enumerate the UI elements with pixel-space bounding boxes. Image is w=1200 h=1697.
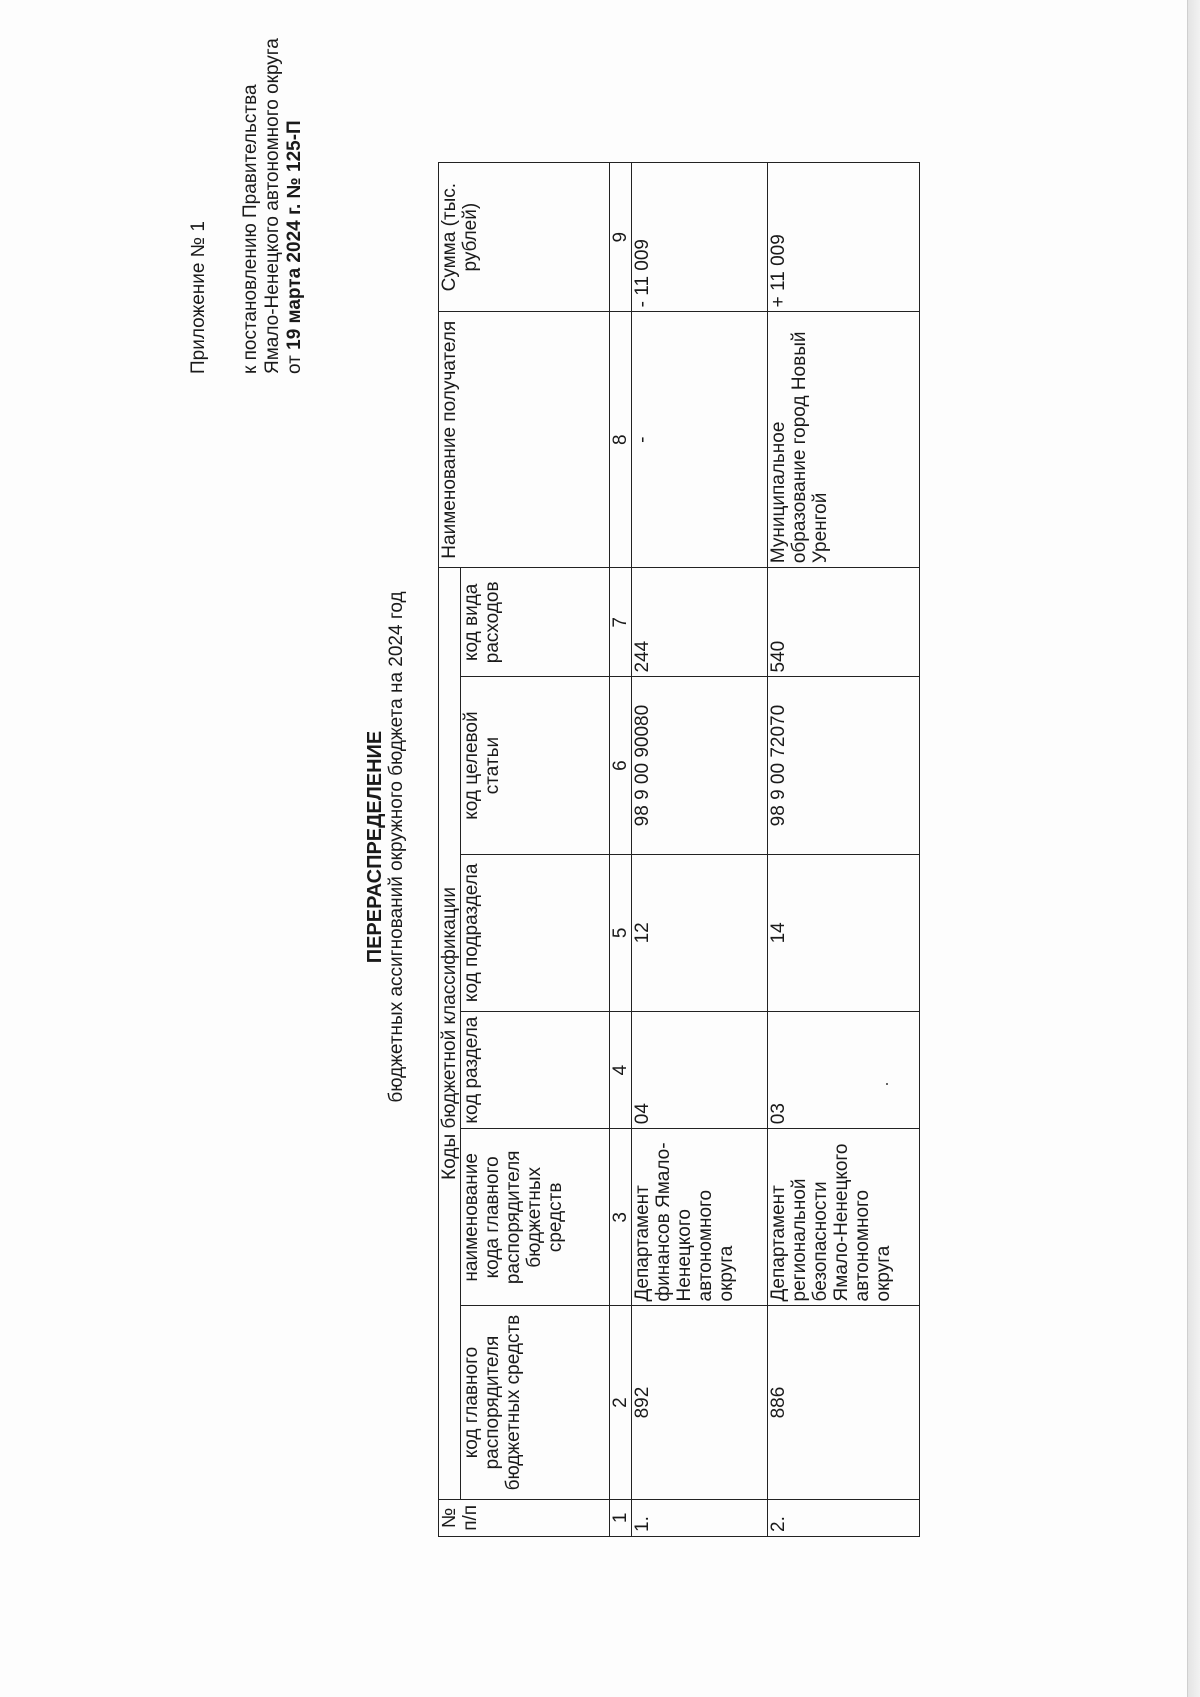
decree-line-3	[284, 38, 306, 374]
header-target: код целевой статьи	[461, 677, 610, 854]
table-row	[768, 163, 920, 1537]
cell-num: 2.	[768, 1499, 920, 1536]
document-subtitle: бюджетных ассигнований окружного бюджета на 2024 год	[386, 591, 407, 1103]
header-subsection: код подраздела	[461, 854, 610, 1011]
column-number: 1	[610, 1499, 632, 1536]
redistribution-table	[438, 162, 920, 1537]
header-grbs-code: код главного распорядителя бюджетных средств	[461, 1306, 610, 1499]
column-number-row	[610, 163, 632, 1537]
cell-subsection: 14	[768, 854, 920, 1011]
cell-grbs-name: Департамент финансов Ямало-Ненецкого автономного округа	[632, 1129, 768, 1306]
column-number: 3	[610, 1129, 632, 1306]
header-expense-type: код вида расходов	[461, 568, 610, 677]
cell-section: 03	[768, 1011, 920, 1128]
header-section: код раздела	[461, 1011, 610, 1128]
header-recipient: Наименование получателя	[439, 312, 610, 568]
column-number: 7	[610, 568, 632, 677]
column-number: 4	[610, 1011, 632, 1128]
cell-grbs-name: Департамент региональной безопасности Ямало-Ненецкого автономного округа	[768, 1129, 920, 1306]
column-number: 9	[610, 163, 632, 312]
cell-expense-type: 244	[632, 568, 768, 677]
table-row	[632, 163, 768, 1537]
decree-line-2: Ямало-Ненецкого автономного округа	[262, 38, 283, 374]
header-amount: Сумма (тыс. рублей)	[439, 163, 610, 312]
cell-num: 1.	[632, 1499, 768, 1536]
cell-grbs-code: 886	[768, 1306, 920, 1499]
column-number: 2	[610, 1306, 632, 1499]
header-grbs-name: наименование кода главного распорядителя бюджетных средств	[461, 1129, 610, 1306]
header-row-1	[439, 163, 461, 1537]
decree-date-number: 19 марта 2024 г. № 125-П	[284, 120, 305, 350]
column-number: 6	[610, 677, 632, 854]
cell-subsection: 12	[632, 854, 768, 1011]
decree-prefix: от	[284, 355, 305, 374]
document-title: ПЕРЕРАСПРЕДЕЛЕНИЕ	[364, 730, 386, 964]
cell-target: 98 9 00 72070	[768, 677, 920, 854]
cell-section: 04	[632, 1011, 768, 1128]
appendix-label: Приложение № 1	[188, 221, 209, 374]
cell-amount: - 11 009	[632, 163, 768, 312]
scan-speck	[886, 1083, 888, 1085]
cell-target: 98 9 00 90080	[632, 677, 768, 854]
decree-line-1: к постановлению Правительства	[240, 84, 261, 374]
column-number: 8	[610, 312, 632, 568]
cell-recipient: -	[632, 312, 768, 568]
column-number: 5	[610, 854, 632, 1011]
cell-recipient: Муниципальное образование город Новый Уренгой	[768, 312, 920, 568]
cell-expense-type: 540	[768, 568, 920, 677]
header-classification-codes: Коды бюджетной классификации	[439, 568, 461, 1500]
cell-amount: + 11 009	[768, 163, 920, 312]
decree-reference	[240, 38, 306, 374]
header-num: № п/п	[439, 1499, 610, 1536]
cell-grbs-code: 892	[632, 1306, 768, 1499]
